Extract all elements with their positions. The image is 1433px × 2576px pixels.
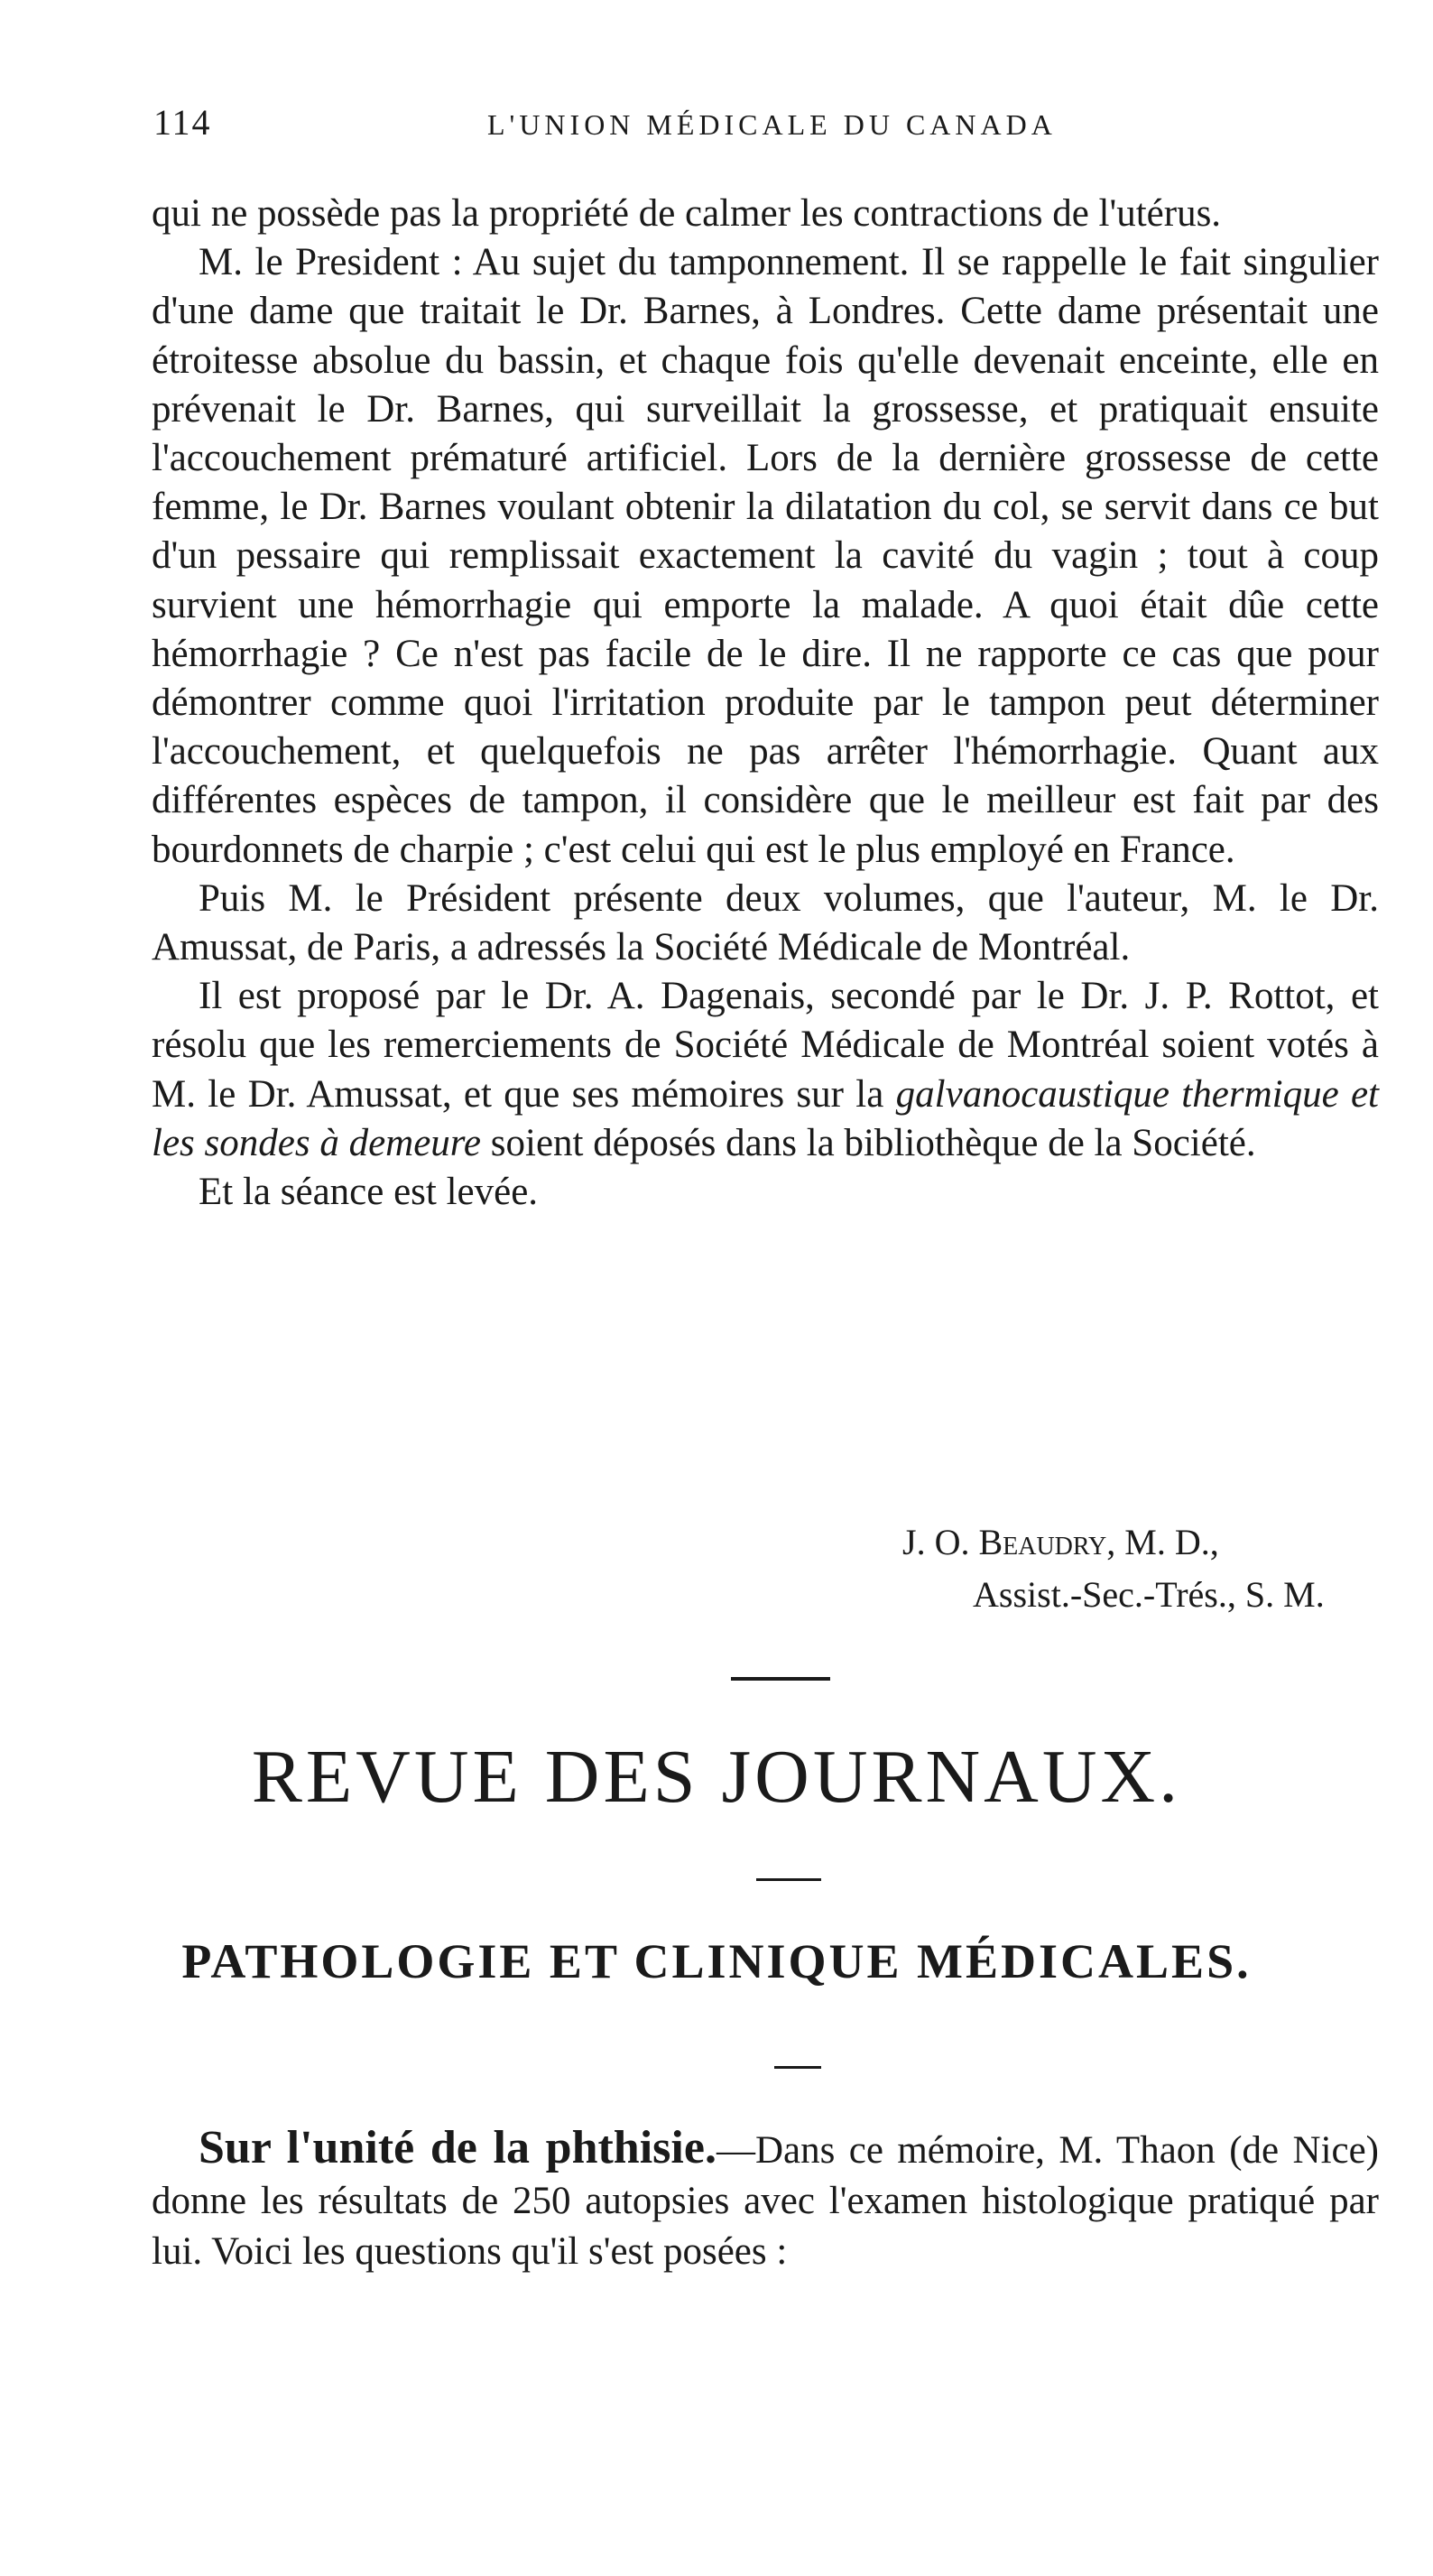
- article-title: Sur l'unité de la phthisie.: [199, 2122, 716, 2173]
- minutes-text: [152, 190, 1379, 1217]
- paragraph: Et la séance est levée.: [199, 1171, 539, 1214]
- subsection-title: PATHOLOGIE ET CLINIQUE MÉDICALES.: [181, 1934, 1252, 1988]
- section-title: REVUE DES JOURNAUX.: [251, 1735, 1182, 1819]
- paragraph: [152, 972, 1379, 1168]
- paragraph-text: soient déposés dans la bibliothèque de la Société.: [481, 1121, 1256, 1164]
- article-text: —Dans ce mémoire, M. Thaon (de Nice) donne les résultats de 250 autopsies avec l'examen histologique pratiqué par lui. Voici les questions qu'il s'est posées :: [152, 2129, 1380, 2273]
- page-number: 114: [153, 102, 212, 143]
- paragraph: Puis M. le Président présente deux volumes, que l'auteur, M. le Dr. Amussat, de Paris, a adressés la Société Médicale de Montréal.: [152, 876, 1379, 969]
- signature-block: [902, 1516, 1372, 1621]
- page-header: [153, 101, 1354, 155]
- article: [152, 2123, 1379, 2277]
- divider: [731, 1677, 830, 1681]
- paragraph: qui ne possède pas la propriété de calmer les contractions de l'utérus.: [152, 192, 1222, 235]
- signature-title: Assist.-Sec.-Trés., S. M.: [973, 1574, 1325, 1615]
- running-title: L'UNION MÉDICALE DU CANADA: [487, 108, 1057, 141]
- signature-name: J. O. Beaudry, M. D.,: [902, 1522, 1219, 1562]
- paragraph: M. le President : Au sujet du tamponnement. Il se rappelle le fait singulier d'une dame que traitait le Dr. Barnes, à Londres. Cette dame présentait une étroitesse absolue du bassin, et chaque fois qu'elle devenait enceinte, elle en prévenait le Dr. Barnes, qui surveillait la grossesse, et pratiquait ensuite l'accouchement prématuré artificiel. Lors de la dernière grossesse de cette femme, le Dr. Barnes voulant obtenir la dilatation du col, se servit dans ce but d'un pessaire qui remplissait exactement la cavité du vagin ; tout à coup survient une hémorrhagie qui emporte la malade. A quoi était dûe cette hémorrhagie ? Ce n'est pas facile de le dire. Il ne rapporte ce cas que pour démontrer comme quoi l'irritation produite par le tampon peut déterminer l'accouchement, et quelquefois ne pas arrêter l'hémorrhagie. Quant aux différentes espèces de tampon, il considère que le meilleur est fait par des bourdonnets de charpie ; c'est celui qui est le plus employé en France.: [152, 241, 1379, 871]
- italic-text: galvanocaustique thermique et les sondes à demeure: [152, 1072, 1380, 1164]
- paragraph-text: Il est proposé par le Dr. A. Dagenais, secondé par le Dr. J. P. Rottot, et résolu que les remerciements de Société Médicale de Montréal soient votés à M. le Dr. Amussat, et que ses mémoires sur la: [152, 975, 1379, 1116]
- article-paragraph: [152, 2123, 1379, 2277]
- divider: [774, 2066, 821, 2069]
- divider: [756, 1878, 821, 1881]
